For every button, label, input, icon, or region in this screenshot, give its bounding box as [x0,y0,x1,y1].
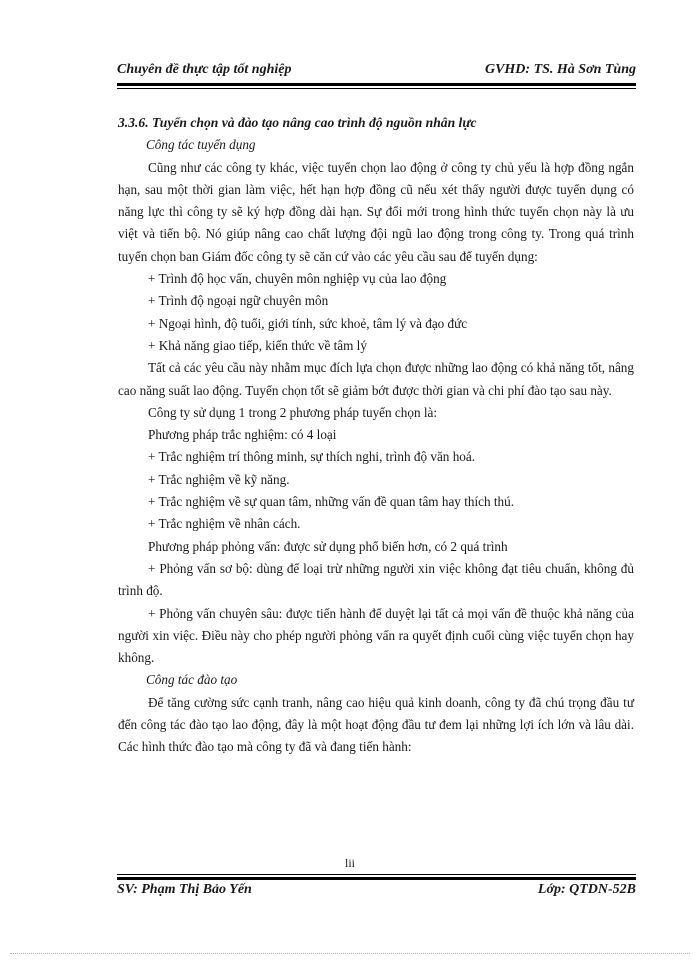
header-advisor: GVHD: TS. Hà Sơn Tùng [484,62,636,77]
test-item: + Trắc nghiệm về kỹ năng. [148,471,290,487]
requirements-summary-paragraph: Tất cả các yêu cầu này nhằm mục đích lựa chọn được những lao động có khả năng tốt, nâng cao năng suất lao động. Tuyển chọn tốt sẽ giảm bớt được thời gian và chi phí đào tạo sau này. [118,360,634,398]
footer-rule-thin [117,874,636,875]
header-rule-thin [117,88,636,89]
footer-rule-thick [117,877,636,880]
header-title: Chuyên đề thực tập tốt nghiệp [117,62,292,77]
interview-item: + Phỏng vấn sơ bộ: dùng để loại trừ những người xin việc không đạt tiêu chuẩn, không đủ trình độ. [118,560,634,599]
section-title: 3.3.6. Tuyển chọn và đào tạo nâng cao trình độ nguồn nhân lực [118,115,477,130]
document-body [118,112,634,759]
test-item: + Trắc nghiệm về nhân cách. [148,516,301,532]
test-item: + Trắc nghiệm trí thông minh, sự thích nghi, trình độ văn hoá. [148,449,476,465]
page-number: lii [344,856,355,870]
interview-item: + Phỏng vấn chuyên sâu: được tiến hành để duyệt lại tất cả mọi vấn đề thuộc khả năng của người xin việc. Điều này cho phép người phỏng vấn ra quyết định cuối cùng việc tuyển chọn hay không. [118,605,634,666]
page-header [117,62,636,82]
page-boundary-line [10,953,690,954]
training-heading: Công tác đào tạo [146,672,238,688]
recruitment-heading: Công tác tuyển dụng [146,137,256,153]
methods-intro: Công ty sử dụng 1 trong 2 phương pháp tuyển chọn là: [148,404,438,420]
footer-class: Lớp: QTDN-52B [537,882,636,897]
page-footer [117,882,636,902]
training-paragraph: Để tăng cường sức cạnh tranh, nâng cao hiệu quả kinh doanh, công ty đã chú trọng đầu tư đến công tác đào tạo lao động, đây là một hoạt động đầu tư đem lại những lợi ích lớn và lâu dài. Các hình thức đào tạo mà công ty đã và đang tiến hành: [118,694,634,755]
header-rule-thick [117,83,636,86]
footer-student: SV: Phạm Thị Bảo Yến [117,882,252,897]
test-item: + Trắc nghiệm về sự quan tâm, những vấn đề quan tâm hay thích thú. [148,494,515,510]
test-method-heading: Phương pháp trắc nghiệm: có 4 loại [148,427,337,443]
requirement-item: + Trình độ ngoại ngữ chuyên môn [148,293,329,309]
requirement-item: + Trình độ học vấn, chuyên môn nghiệp vụ của lao động [148,271,447,287]
requirement-item: + Khả năng giao tiếp, kiến thức về tâm lý [148,337,367,353]
recruitment-paragraph: Cũng như các công ty khác, việc tuyển chọn lao động ở công ty chủ yếu là hợp đồng ngắn hạn, sau một thời gian làm việc, hết hạn hợp đồng cũ nếu xét thấy người được tuyển dụng có năng lực thì công ty sẽ ký hợp đồng dài hạn. Sự đổi mới trong hình thức tuyển chọn này là ưu việt và tiến bộ. Nó giúp nâng cao chất lượng đội ngũ lao động trong công ty. Trong quá trình tuyển chọn ban Giám đốc công ty sẽ căn cứ vào các yêu cầu sau để tuyển dụng: [118,159,634,264]
interview-method-heading: Phương pháp phỏng vấn: được sử dụng phổ biến hơn, có 2 quá trình [148,538,508,554]
requirement-item: + Ngoại hình, độ tuổi, giới tính, sức khoẻ, tâm lý và đạo đức [148,315,468,331]
